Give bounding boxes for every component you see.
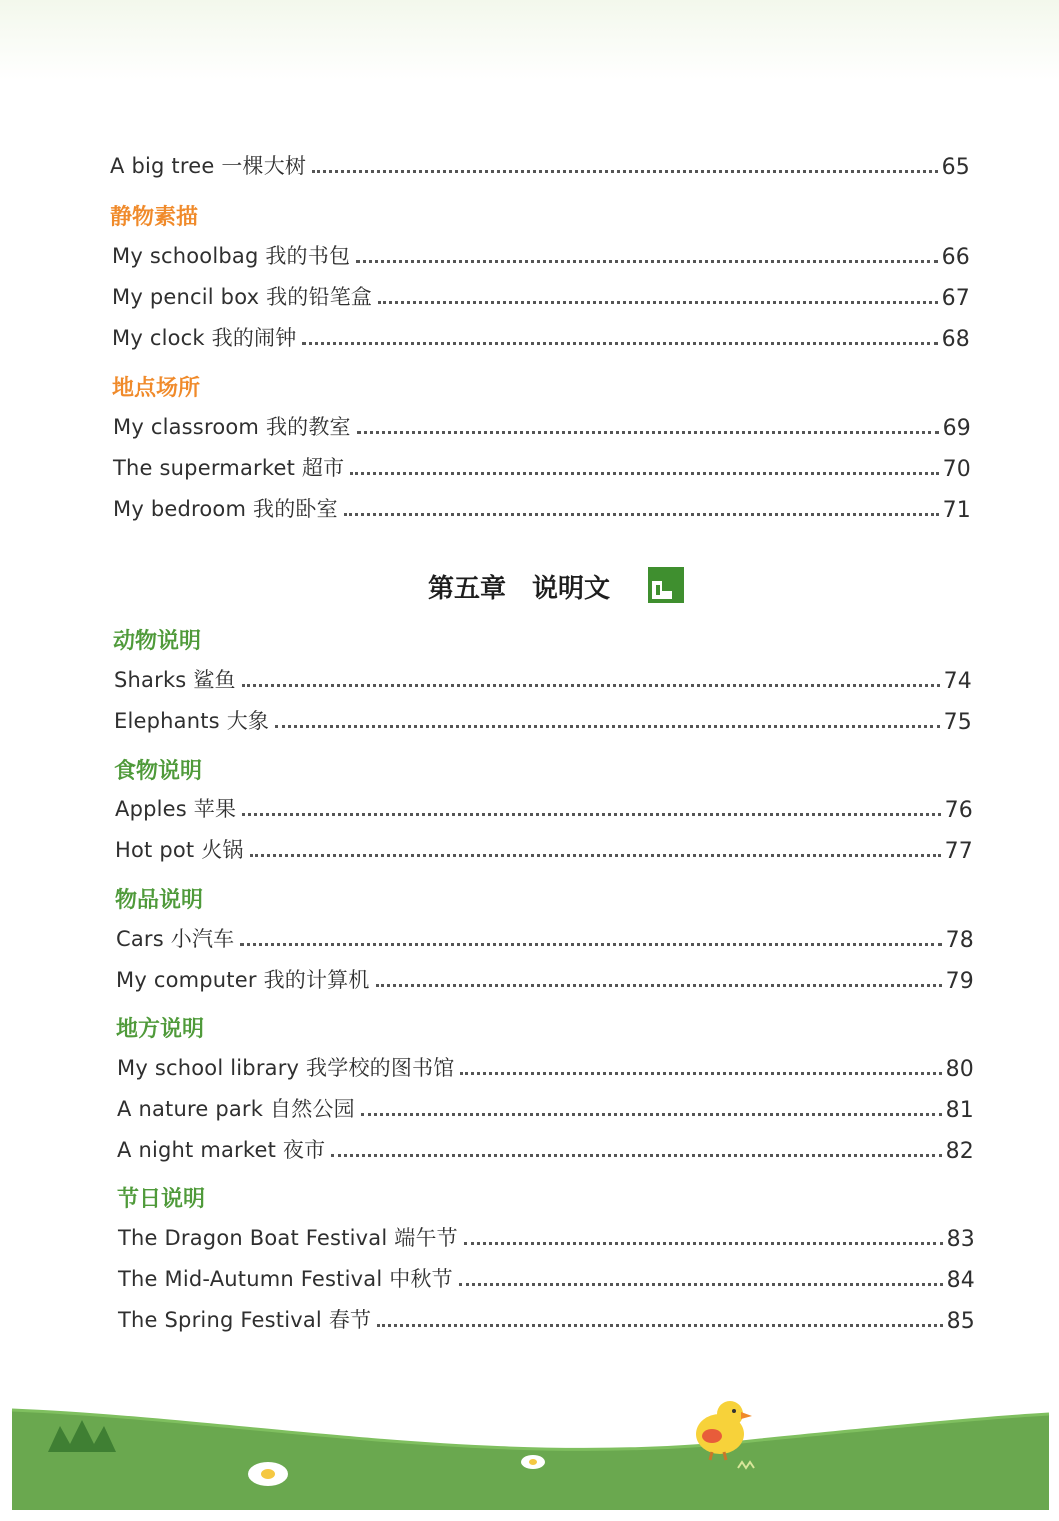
dot-leader (356, 260, 937, 263)
toc-entry-page: 75 (943, 710, 972, 735)
toc-entry[interactable] (112, 320, 970, 352)
chapter-title: 第五章 说明文 (428, 574, 611, 604)
toc-entry-title: My classroom 我的教室 (113, 415, 351, 439)
toc-entry-page: 70 (942, 457, 971, 482)
toc-entry-title: My schoolbag 我的书包 (112, 244, 351, 268)
toc-entry-page: 84 (946, 1268, 975, 1293)
toc-entry[interactable] (118, 1302, 975, 1334)
toc-entry[interactable] (113, 409, 971, 441)
toc-entry-title: The supermarket 超市 (113, 456, 345, 480)
section-heading: 食物说明 (114, 759, 203, 784)
dot-leader (378, 301, 937, 304)
grass-hill-illustration (0, 1380, 1059, 1521)
section-heading: 静物素描 (110, 205, 199, 230)
dot-leader (344, 513, 939, 516)
dot-leader (459, 1283, 943, 1286)
toc-entry[interactable] (115, 791, 973, 823)
toc-entry-title: My bedroom 我的卧室 (113, 497, 338, 521)
toc-entry[interactable] (116, 962, 974, 994)
toc-entry[interactable] (112, 238, 970, 270)
toc-entry-title: The Mid-Autumn Festival 中秋节 (118, 1267, 453, 1291)
toc-entry[interactable] (115, 832, 973, 864)
dot-leader (242, 813, 940, 816)
toc-entry-page: 76 (944, 798, 973, 823)
toc-entry-page: 81 (945, 1098, 974, 1123)
dot-leader (240, 943, 941, 946)
toc-entry-page: 79 (945, 969, 974, 994)
dot-leader (302, 342, 937, 345)
toc-entry-title: My computer 我的计算机 (116, 968, 370, 992)
toc-entry[interactable] (112, 279, 970, 311)
dot-leader (350, 472, 938, 475)
dot-leader (357, 431, 939, 434)
toc-entry-title: Apples 苹果 (115, 797, 237, 821)
toc-entry[interactable] (114, 662, 972, 694)
toc-entry-page: 68 (941, 327, 970, 352)
dot-leader (250, 854, 941, 857)
toc-entry-title: A nature park 自然公园 (117, 1097, 355, 1121)
flower-small-icon (521, 1455, 545, 1469)
toc-entry[interactable] (117, 1091, 974, 1123)
toc-entry[interactable] (117, 1050, 974, 1082)
toc-entry[interactable] (118, 1261, 975, 1293)
toc-entry-page: 66 (941, 245, 970, 270)
section-heading: 地点场所 (112, 376, 201, 401)
dot-leader (464, 1242, 943, 1245)
toc-entry[interactable] (113, 450, 971, 482)
dot-leader (361, 1113, 942, 1116)
dot-leader (242, 684, 940, 687)
toc-entry[interactable] (117, 1132, 974, 1164)
toc-entry-page: 85 (946, 1309, 975, 1334)
dot-leader (275, 725, 940, 728)
section-heading: 节日说明 (117, 1187, 206, 1212)
toc-entry-page: 69 (942, 416, 971, 441)
flower-icon (248, 1462, 288, 1486)
toc-entry[interactable] (113, 491, 971, 523)
toc-entry[interactable] (118, 1220, 975, 1252)
toc-entry[interactable] (110, 148, 970, 180)
toc-entry-title: Sharks 鲨鱼 (114, 668, 236, 692)
toc-entry-page: 80 (945, 1057, 974, 1082)
dot-leader (376, 984, 942, 987)
toc-entry-page: 74 (943, 669, 972, 694)
toc-entry-title: A night market 夜市 (117, 1138, 326, 1162)
toc-entry-page: 78 (945, 928, 974, 953)
toc-entry-page: 67 (941, 286, 970, 311)
section-heading: 地方说明 (116, 1017, 205, 1042)
dot-leader (331, 1154, 941, 1157)
toc-entry-page: 77 (944, 839, 973, 864)
toc-entry-title: The Dragon Boat Festival 端午节 (118, 1226, 458, 1250)
chapter-mark-icon (648, 567, 684, 603)
toc-entry-title: A big tree 一棵大树 (110, 154, 307, 178)
dot-leader (460, 1072, 941, 1075)
toc-entry-title: Elephants 大象 (114, 709, 270, 733)
section-heading: 动物说明 (113, 629, 202, 654)
section-heading: 物品说明 (115, 888, 204, 913)
toc-entry-title: My clock 我的闹钟 (112, 326, 297, 350)
toc-entry-title: Cars 小汽车 (116, 927, 235, 951)
toc-entry-title: The Spring Festival 春节 (118, 1308, 372, 1332)
toc-entry-page: 65 (941, 155, 970, 180)
toc-entry[interactable] (114, 703, 972, 735)
toc-entry-title: My pencil box 我的铅笔盒 (112, 285, 373, 309)
toc-entry-title: My school library 我学校的图书馆 (117, 1056, 455, 1080)
toc-entry-page: 71 (942, 498, 971, 523)
toc-entry-page: 83 (946, 1227, 975, 1252)
dot-leader (377, 1324, 942, 1327)
toc-entry-title: Hot pot 火锅 (115, 838, 244, 862)
toc-entry[interactable] (116, 921, 974, 953)
dot-leader (312, 170, 937, 173)
toc-entry-page: 82 (945, 1139, 974, 1164)
